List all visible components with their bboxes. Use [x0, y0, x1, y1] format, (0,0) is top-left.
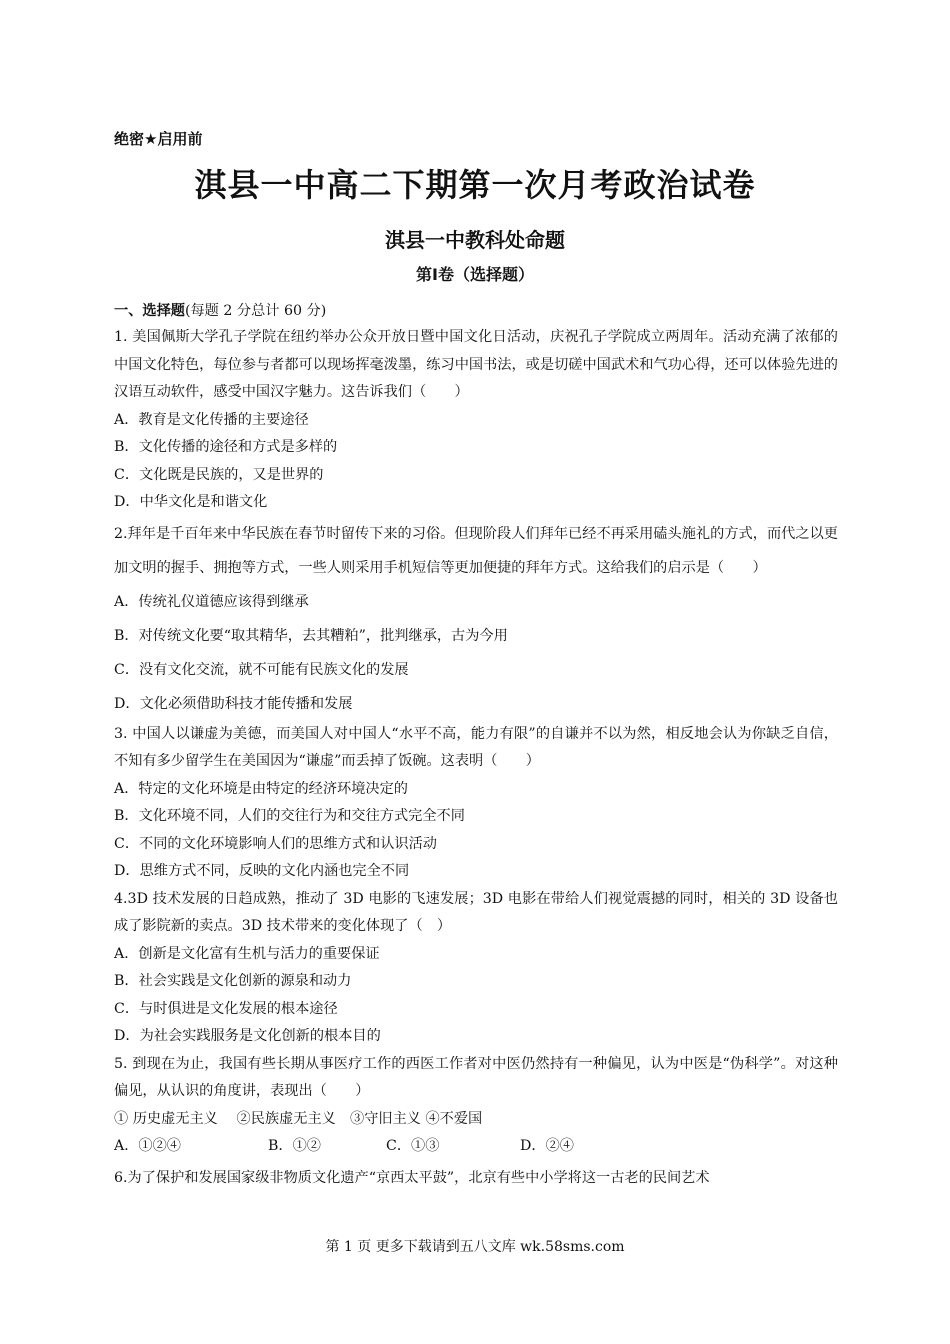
option-d: D．为社会实践服务是文化创新的根本目的: [114, 1028, 381, 1044]
option-c: C．文化既是民族的，又是世界的: [114, 466, 324, 483]
question-3: [114, 721, 838, 886]
option-a: A．创新是文化富有生机与活力的重要保证: [114, 945, 380, 962]
option-a: A．特定的文化环境是由特定的经济环境决定的: [114, 780, 408, 797]
option-b: B．对传统文化要“取其精华，去其糟粕”，批判继承，古为今用: [114, 627, 508, 644]
option-c: C．与时俱进是文化发展的根本途径: [114, 1000, 338, 1017]
option-c: C．不同的文化环境影响人们的思维方式和认识活动: [114, 835, 437, 852]
option-d: D．②④: [520, 1138, 574, 1154]
question-stem: 6.为了保护和发展国家级非物质文化遗产“京西太平鼓”，北京有些中小学将这一古老的民间艺术: [114, 1169, 710, 1186]
question-stem: 3. 中国人以谦虚为美德，而美国人对中国人“水平不高，能力有限”的自谦并不以为然，相反地会认为你缺乏自信，不知有多少留学生在美国因为“谦虚”而丢掉了饭碗。这表明（ ）: [114, 725, 838, 769]
question-stem: 4.3D 技术发展的日趋成熟，推动了 3D 电影的飞速发展；3D 电影在带给人们视觉震撼的同时，相关的 3D 设备也成了影院新的卖点。3D 技术带来的变化体现了（ ）: [114, 890, 838, 934]
section-note: (每题 2 分总计 60 分): [184, 303, 327, 319]
option-b: B．文化传播的途径和方式是多样的: [114, 439, 338, 455]
question-4: [114, 886, 838, 1051]
option-d: D．思维方式不同，反映的文化内涵也完全不同: [114, 863, 410, 879]
option-a: A．教育是文化传播的主要途径: [114, 411, 309, 428]
option-b: B．①②: [268, 1138, 321, 1154]
question-2: [114, 517, 838, 721]
section-heading: [114, 298, 838, 324]
exam-subtitle: 淇县一中教科处命题: [385, 228, 565, 252]
option-b: B．社会实践是文化创新的源泉和动力: [114, 973, 352, 989]
exam-title: 淇县一中高二下期第一次月考政治试卷: [194, 166, 756, 204]
question-6: [114, 1161, 838, 1195]
option-c: C．①③: [386, 1138, 440, 1154]
option-a: A．传统礼仪道德应该得到继承: [114, 593, 309, 610]
option-b: B．文化环境不同，人们的交往行为和交往方式完全不同: [114, 808, 465, 824]
question-5: [114, 1051, 838, 1161]
question-1: [114, 324, 838, 517]
option-d: D．中华文化是和谐文化: [114, 494, 268, 510]
secret-label: 绝密★启用前: [114, 130, 203, 148]
question-list: [114, 298, 838, 1195]
question-stem: 1. 美国佩斯大学孔子学院在纽约举办公众开放日暨中国文化日活动，庆祝孔子学院成立两周年。活动充满了浓郁的中国文化特色，每位参与者都可以现场挥毫泼墨，练习中国书法，或是切磋中国武术和气功心得，还可以体验先进的汉语互动软件，感受中国汉字魅力。这告诉我们（ ）: [114, 329, 838, 400]
page-footer: 第 1 页 更多下载请到五八文库 wk.58sms.com: [325, 1239, 625, 1255]
option-row: [114, 1133, 838, 1161]
option-a: A．①②④: [114, 1138, 181, 1154]
option-d: D．文化必须借助科技才能传播和发展: [114, 695, 353, 712]
question-stem: 2.拜年是千百年来中华民族在春节时留传下来的习俗。但现阶段人们拜年已经不再采用磕头施礼的方式，而代之以更加文明的握手、拥抱等方式，一些人则采用手机短信等更加便捷的拜年方式。这给我们的启示是（ ）: [114, 525, 838, 576]
question-items: ① 历史虚无主义 ②民族虚无主义 ③守旧主义 ④不爱国: [114, 1110, 483, 1127]
question-stem: 5. 到现在为止，我国有些长期从事医疗工作的西医工作者对中医仍然持有一种偏见，认为中医是“伪科学”。对这种偏见，从认识的角度讲，表现出（ ）: [114, 1055, 838, 1099]
option-c: C．没有文化交流，就不可能有民族文化的发展: [114, 661, 409, 678]
volume-heading: 第Ⅰ卷（选择题）: [416, 265, 534, 284]
section-label: 一、选择题: [114, 303, 185, 319]
